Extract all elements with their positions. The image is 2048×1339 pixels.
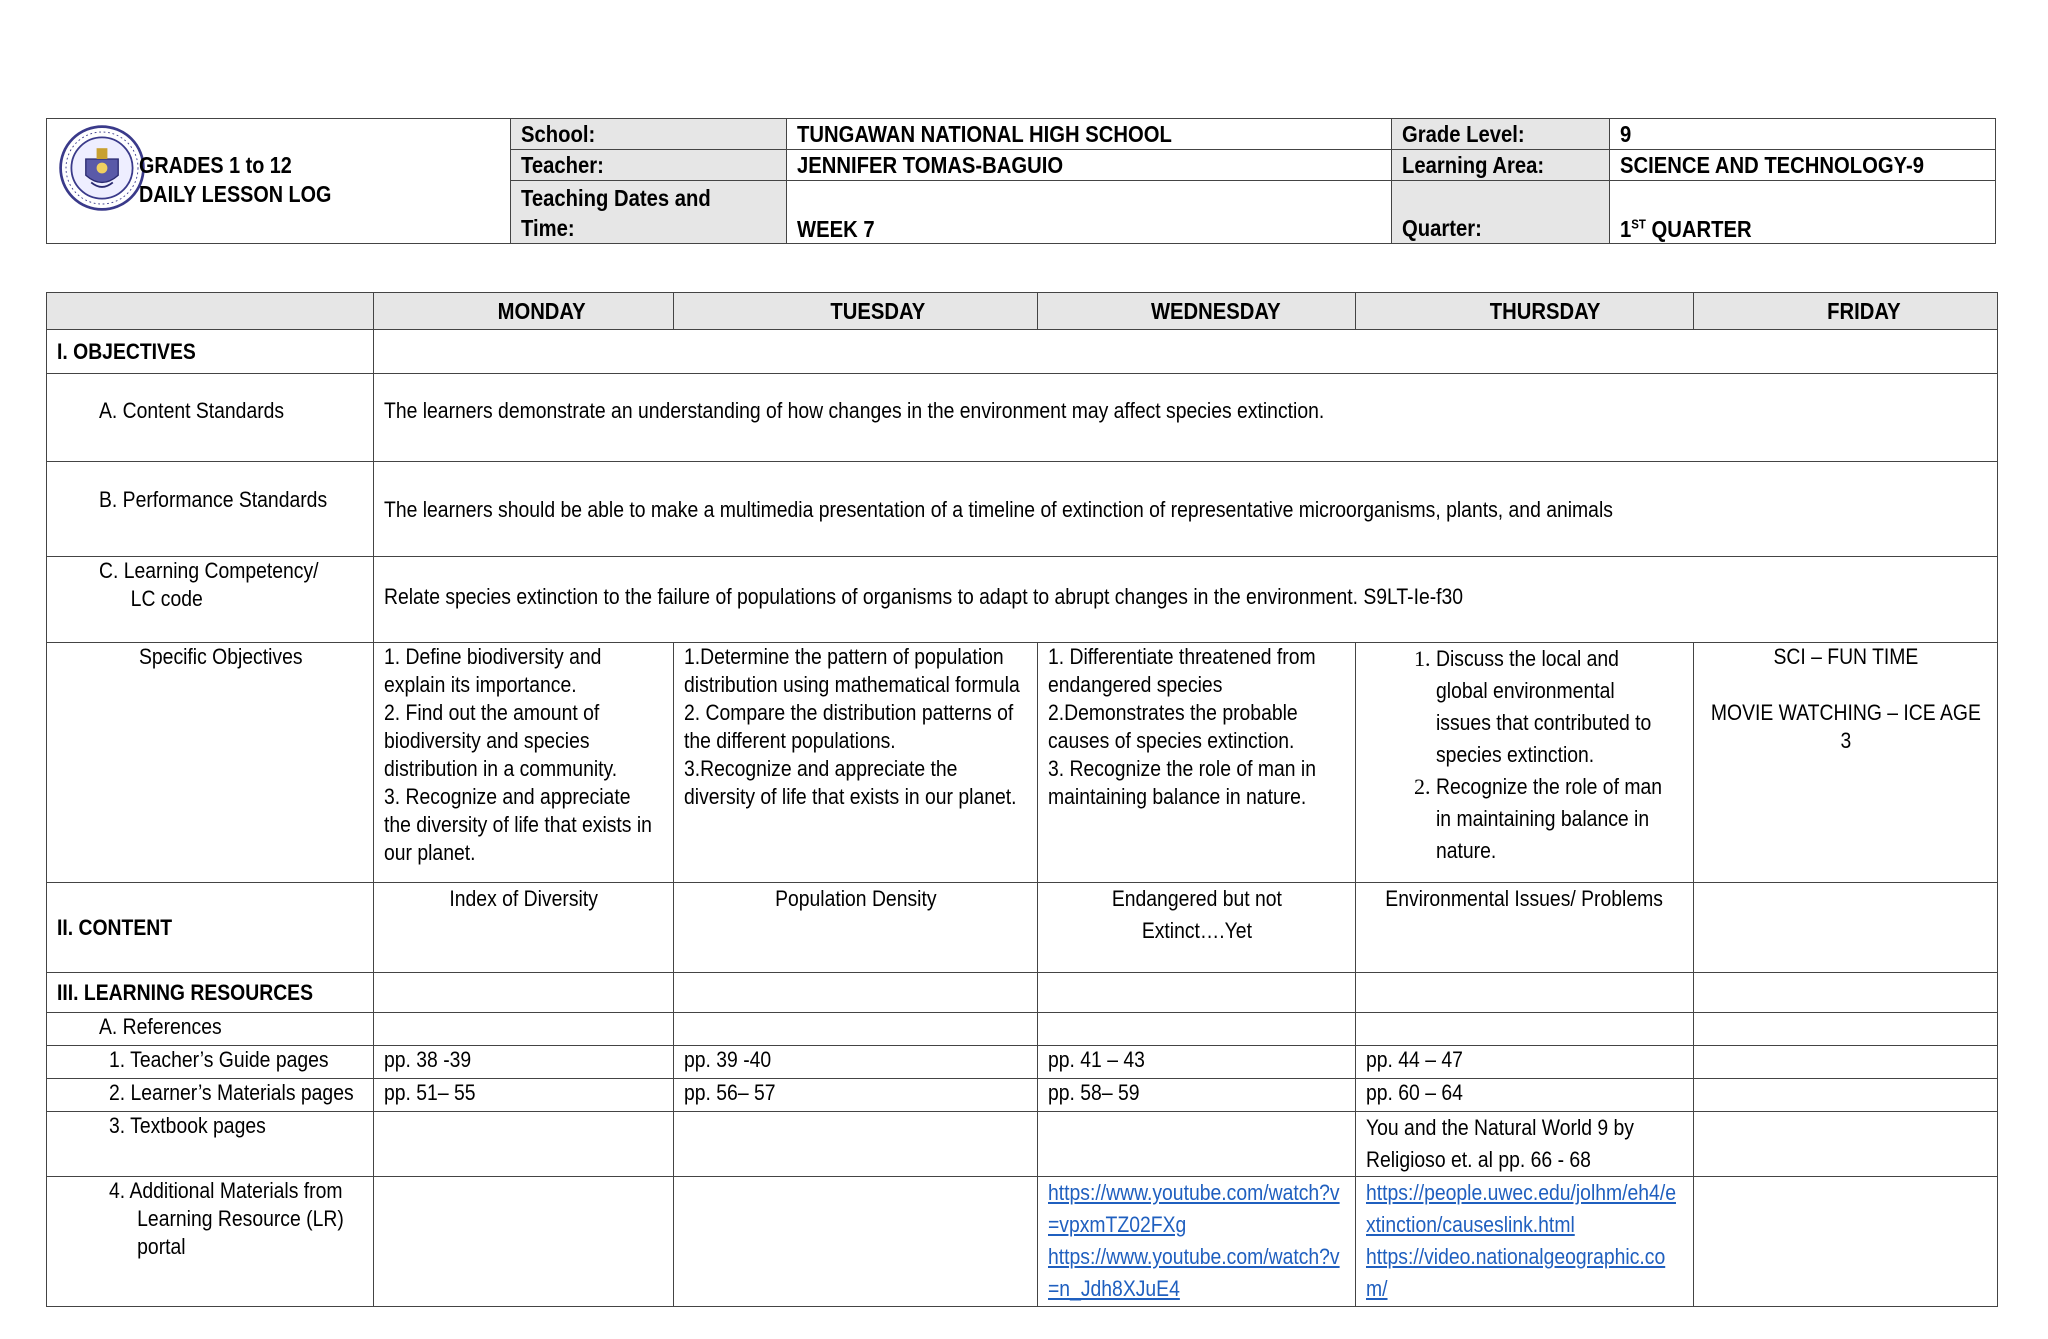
content-tuesday: Population Density <box>674 883 1038 973</box>
performance-standards-text: The learners should be able to make a multimedia presentation of a timeline of extinction of representative microorganisms, plants, and animals <box>374 462 1998 557</box>
list-item: 2. Recognize the role of man in maintaining balance in nature. <box>1436 771 1669 867</box>
additional-materials-label: 4. Additional Materials from Learning Resource (LR) portal <box>47 1177 374 1307</box>
learners-materials-tuesday: pp. 56– 57 <box>674 1079 1038 1112</box>
teachers-guide-label: 1. Teacher’s Guide pages <box>47 1046 374 1079</box>
references-blank <box>1694 1013 1998 1046</box>
references-label: A. References <box>47 1013 374 1046</box>
teaching-dates-value: WEEK 7 <box>786 181 1391 244</box>
learning-competency-row <box>47 557 1998 643</box>
specific-objectives-thursday <box>1356 643 1694 883</box>
learning-competency-label: C. Learning Competency/ LC code <box>47 557 374 643</box>
textbook-blank <box>1038 1112 1356 1177</box>
day-header-wednesday: WEDNESDAY <box>1038 293 1356 330</box>
references-blank <box>674 1013 1038 1046</box>
performance-standards-label: B. Performance Standards <box>47 462 374 557</box>
content-standards-label: A. Content Standards <box>47 374 374 462</box>
info-table <box>511 119 1996 243</box>
deped-seal-icon <box>57 123 147 213</box>
log-title-line2: DAILY LESSON LOG <box>139 181 332 207</box>
learning-area-label: Learning Area: <box>1391 150 1609 181</box>
specific-objectives-monday: 1. Define biodiversity and explain its importance. 2. Find out the amount of biodiversity and species distribution in a community. 3. Recognize and appreciate the diversity of life that exists in our planet. <box>374 643 674 883</box>
objectives-heading: I. OBJECTIVES <box>47 330 374 374</box>
uwec-link[interactable]: https://people.uwec.edu/jolhm/eh4/extinction/causeslink.html <box>1366 1180 1676 1237</box>
textbook-row <box>47 1112 1998 1177</box>
textbook-blank <box>674 1112 1038 1177</box>
teachers-guide-wednesday: pp. 41 – 43 <box>1038 1046 1356 1079</box>
day-header-monday: MONDAY <box>374 293 674 330</box>
teachers-guide-friday <box>1694 1046 1998 1079</box>
content-thursday: Environmental Issues/ Problems <box>1356 883 1694 973</box>
references-row <box>47 1013 1998 1046</box>
learning-competency-text: Relate species extinction to the failure of populations of organisms to adapt to abrupt changes in the environment. S9LT-Ie-f30 <box>374 557 1998 643</box>
content-friday <box>1694 883 1998 973</box>
teachers-guide-row <box>47 1046 1998 1079</box>
objectives-heading-blank <box>374 330 1998 374</box>
teacher-label: Teacher: <box>511 150 786 181</box>
content-standards-text: The learners demonstrate an understanding of how changes in the environment may affect species extinction. <box>374 374 1998 462</box>
learning-resources-heading: III. LEARNING RESOURCES <box>47 973 374 1013</box>
resources-blank <box>374 973 674 1013</box>
grade-level-label: Grade Level: <box>1391 119 1609 150</box>
log-title-line1: GRADES 1 to 12 <box>139 152 292 178</box>
learning-area-value: SCIENCE AND TECHNOLOGY-9 <box>1609 150 1996 181</box>
resources-blank <box>1356 973 1694 1013</box>
natgeo-link[interactable]: https://video.nationalgeographic.com/ <box>1366 1244 1666 1301</box>
learners-materials-label: 2. Learner’s Materials pages <box>47 1079 374 1112</box>
list-item: 1. Discuss the local and global environmental issues that contributed to species extinction. <box>1436 643 1669 771</box>
content-heading: II. CONTENT <box>47 883 374 973</box>
additional-blank <box>1694 1177 1998 1307</box>
resources-blank <box>1694 973 1998 1013</box>
textbook-label: 3. Textbook pages <box>47 1112 374 1177</box>
teacher-value: JENNIFER TOMAS-BAGUIO <box>786 150 1391 181</box>
teaching-dates-label: Teaching Dates and Time: <box>511 181 786 244</box>
learning-resources-row <box>47 973 1998 1013</box>
specific-objectives-friday: SCI – FUN TIME MOVIE WATCHING – ICE AGE 3 <box>1694 643 1998 883</box>
specific-objectives-wednesday: 1. Differentiate threatened from endangered species 2.Demonstrates the probable causes of species extinction. 3. Recognize the role of man in maintaining balance in nature. <box>1038 643 1356 883</box>
day-header-row <box>47 293 1998 330</box>
additional-blank <box>674 1177 1038 1307</box>
lesson-log-header <box>46 118 1996 244</box>
teachers-guide-monday: pp. 38 -39 <box>374 1046 674 1079</box>
teachers-guide-tuesday: pp. 39 -40 <box>674 1046 1038 1079</box>
references-blank <box>1356 1013 1694 1046</box>
references-blank <box>1038 1013 1356 1046</box>
additional-blank <box>374 1177 674 1307</box>
textbook-thursday: You and the Natural World 9 by Religioso et. al pp. 66 - 68 <box>1356 1112 1694 1177</box>
youtube-link-1[interactable]: https://www.youtube.com/watch?v=vpxmTZ02FXg <box>1048 1180 1340 1237</box>
quarter-label: Quarter: <box>1391 181 1609 244</box>
teachers-guide-thursday: pp. 44 – 47 <box>1356 1046 1694 1079</box>
specific-objectives-row <box>47 643 1998 883</box>
specific-objectives-label: Specific Objectives <box>47 643 374 883</box>
learners-materials-friday <box>1694 1079 1998 1112</box>
log-title <box>139 151 331 209</box>
resources-blank <box>1038 973 1356 1013</box>
performance-standards-row <box>47 462 1998 557</box>
lesson-log-table <box>46 292 1998 1307</box>
content-wednesday: Endangered but not Extinct….Yet <box>1038 883 1356 973</box>
learners-materials-monday: pp. 51– 55 <box>374 1079 674 1112</box>
logo-cell <box>47 119 511 243</box>
grade-level-value: 9 <box>1609 119 1996 150</box>
day-header-tuesday: TUESDAY <box>674 293 1038 330</box>
specific-objectives-tuesday: 1.Determine the pattern of population distribution using mathematical formula 2. Compare the distribution patterns of the different populations. 3.Recognize and appreciate the diversity of life that exists in our planet. <box>674 643 1038 883</box>
learners-materials-thursday: pp. 60 – 64 <box>1356 1079 1694 1112</box>
additional-materials-thursday <box>1356 1177 1694 1307</box>
textbook-blank <box>374 1112 674 1177</box>
references-blank <box>374 1013 674 1046</box>
objectives-heading-row <box>47 330 1998 374</box>
content-monday: Index of Diversity <box>374 883 674 973</box>
day-header-friday: FRIDAY <box>1694 293 1998 330</box>
youtube-link-2[interactable]: https://www.youtube.com/watch?v=n_Jdh8XJuE4 <box>1048 1244 1340 1301</box>
content-row <box>47 883 1998 973</box>
content-standards-row <box>47 374 1998 462</box>
textbook-blank <box>1694 1112 1998 1177</box>
school-label: School: <box>511 119 786 150</box>
quarter-value: 1ST QUARTER <box>1609 181 1996 244</box>
additional-materials-row <box>47 1177 1998 1307</box>
school-value: TUNGAWAN NATIONAL HIGH SCHOOL <box>786 119 1391 150</box>
learners-materials-wednesday: pp. 58– 59 <box>1038 1079 1356 1112</box>
day-header-blank <box>47 293 374 330</box>
learners-materials-row <box>47 1079 1998 1112</box>
resources-blank <box>674 973 1038 1013</box>
day-header-thursday: THURSDAY <box>1356 293 1694 330</box>
additional-materials-wednesday <box>1038 1177 1356 1307</box>
